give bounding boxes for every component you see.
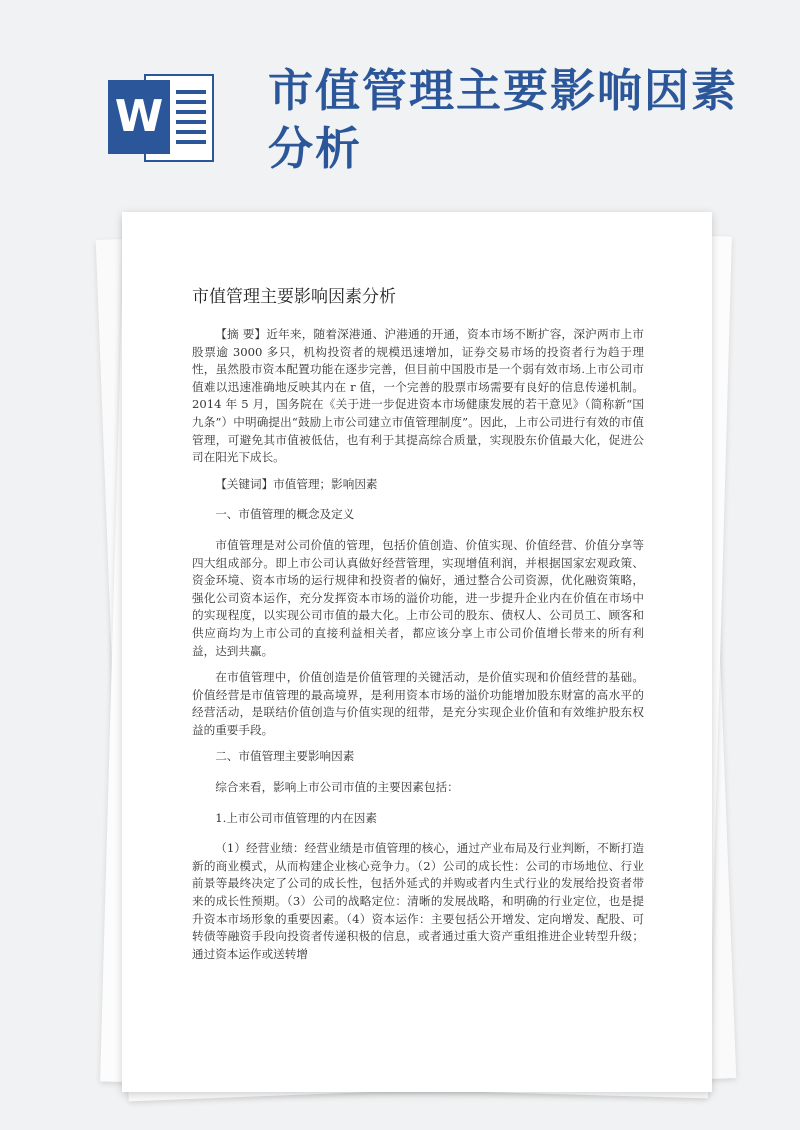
section-heading: 二、市值管理主要影响因素 xyxy=(215,749,355,764)
abstract-paragraph: 【摘 要】近年来，随着深港通、沪港通的开通，资本市场不断扩容，深沪两市上市股票逾 3000 多只，机构投资者的规模迅速增加，证券交易市场的投资者行为趋于理性，虽然股市资本配置功能在逐步完善，但目前中国股市是一个弱有效市场.上市公司市值难以迅速准确地反映其内在 r 值，一个完善的股票市场需要有良好的信息传递机制。2014 年 5 月，国务院在《关于进一步促进资本市场健康发展的若干意见》（简称新“国九条”）中明确提出“鼓励上市公司建立市值管理制度”。因此，上市公司进行有效的市值管理，可避免其市值被低估，也有利于其提高综合质量，实现股东价值最大化，促进公司在阳光下成长。 xyxy=(192,327,644,465)
document-title: 市值管理主要影响因素分析 xyxy=(192,287,396,307)
body-paragraph: 市值管理是对公司价值的管理，包括价值创造、价值实现、价值经营、价值分享等四大组成部分。即上市公司认真做好经营管理，实现增值利润，并根据国家宏观政策、资金环境、资本市场的运行规律和投资者的偏好，通过整合公司资源，优化融资策略，强化公司资本运作，充分发挥资本市场的溢价功能，进一步提升企业内在价值在市场中的实现程度，以实现公司市值的最大化。上市公司的股东、债权人、公司员工、顾客和供应商均为上市公司的直接利益相关者，都应该分享上市公司价值增长带来的所有利益，达到共赢。 xyxy=(192,537,644,658)
document-page xyxy=(122,212,712,1092)
word-letter-badge: W xyxy=(108,80,170,154)
body-paragraph: 在市值管理中，价值创造是价值管理的关键活动，是价值实现和价值经营的基础。价值经营是市值管理的最高境界，是利用资本市场的溢价功能增加股东财富的高水平的经营活动，是联结价值创造与价值实现的纽带，是充分实现企业价值和有效维护股东权益的重要手段。 xyxy=(192,670,644,737)
banner-title: 市值管理主要影响因素分析 xyxy=(268,64,739,175)
document-body xyxy=(192,326,644,972)
word-app-icon xyxy=(108,70,216,166)
body-paragraph: （1）经营业绩：经营业绩是市值管理的核心，通过产业布局及行业判断，不断打造新的商业模式，从而构建企业核心竞争力。（2）公司的成长性：公司的市场地位、行业前景等最终决定了公司的成长性，包括外延式的并购或者内生式行业的发展给投资者带来的成长性预期。（3）公司的战略定位：清晰的发展战略，和明确的行业定位，也是提升资本市场形象的重要因素。（4）资本运作：主要包括公开增发、定向增发、配股、可转债等融资手段向投资者传递积极的信息，或者通过重大资产重组推进企业转型升级；通过资本运作或送转增 xyxy=(192,841,644,961)
section-heading: 一、市值管理的概念及定义 xyxy=(215,507,355,522)
body-paragraph: 综合来看，影响上市公司市值的主要因素包括： xyxy=(215,780,459,795)
keywords-line: 【关键词】市值管理；影响因素 xyxy=(215,476,378,491)
subsection-heading: 1.上市公司市值管理的内在因素 xyxy=(215,810,377,825)
